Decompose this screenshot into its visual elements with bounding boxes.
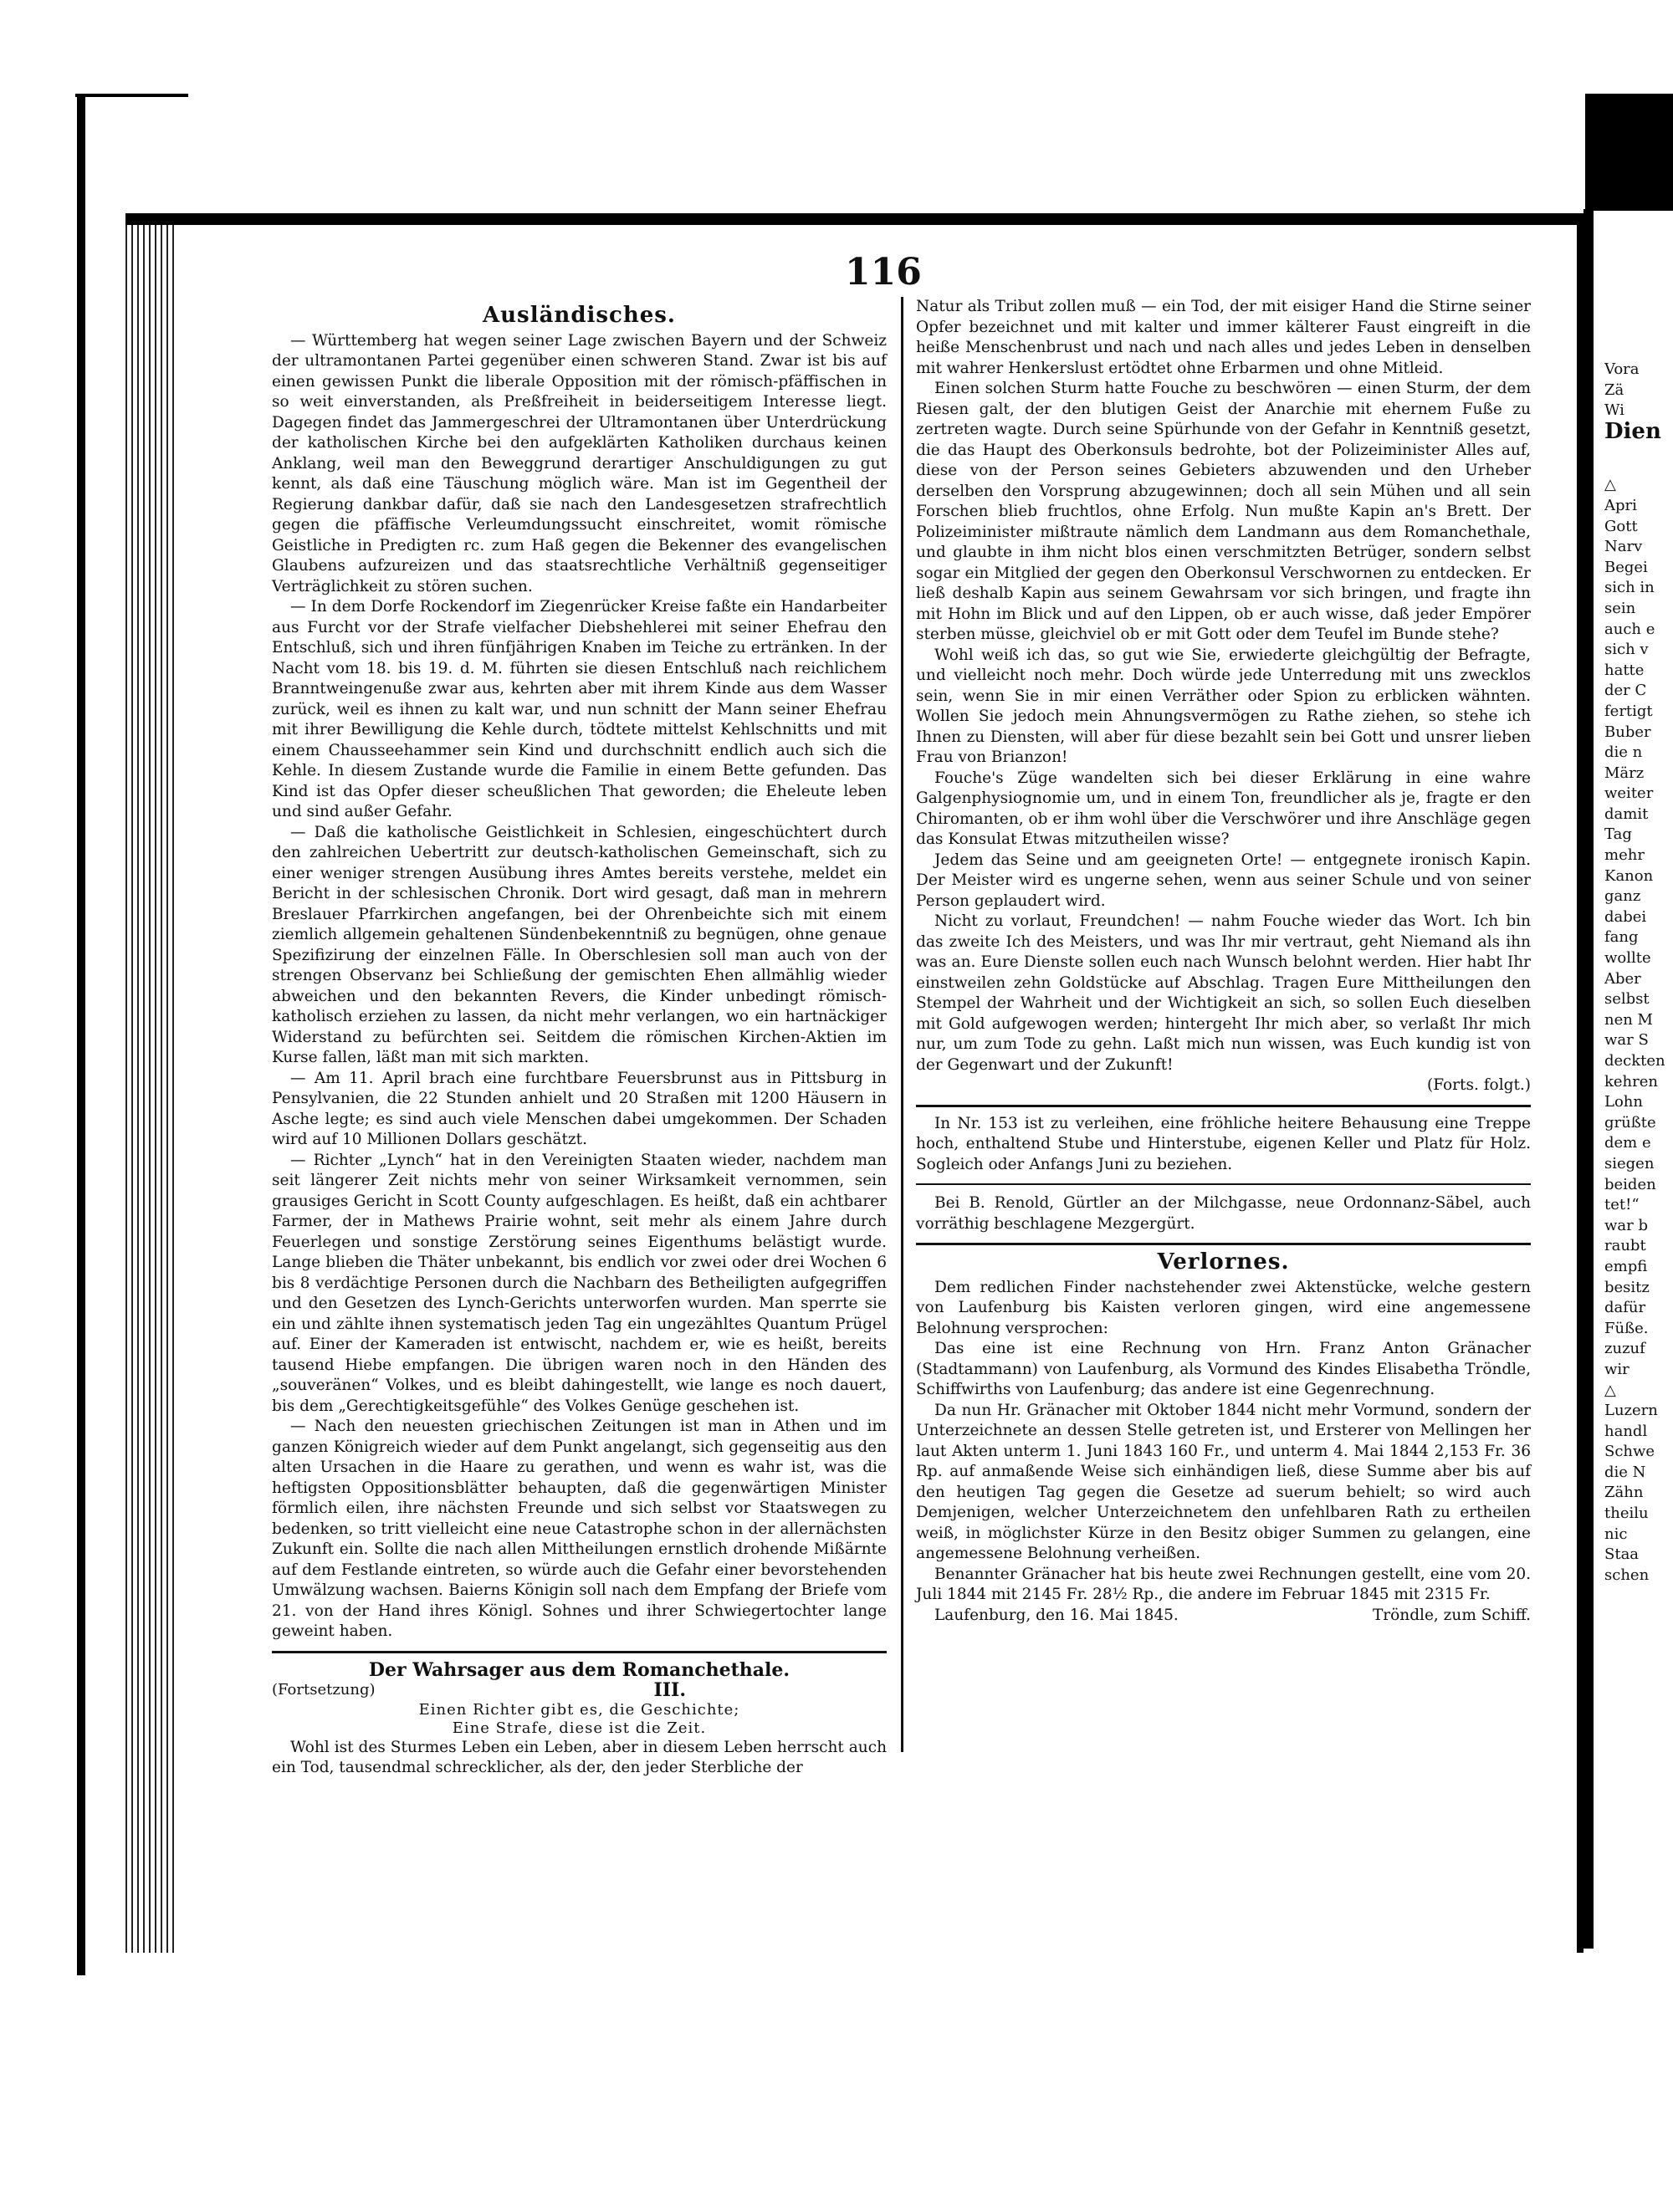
lost-paragraph: Dem redlichen Finder nachstehender zwei Aktenstücke, welche gestern von Laufenburg bis Kaisten verloren gingen, wird eine angemessene Belohnung versprochen: <box>916 1278 1531 1337</box>
fragment-line: dabei <box>1604 907 1647 926</box>
story-paragraph: Einen solchen Sturm hatte Fouche zu beschwören — einen Sturm, der dem Riesen galt, der den blutigen Geist der Anarchie mit ehernem Fuße zu zertreten wagte. Durch seine Spürhunde von der Gefahr in Kenntniß gesetzt, die das Haupt des Oberkonsuls bedrohte, bot der Polizeiminister Alles auf, diese von der Person seines Gebieters abzuwenden und den Urheber derselben den Vorsprung abzugewinnen; doch all sein Mühen und all sein Forschen blieb fruchtlos, ohne Erfolg. Nun mußte Kapin an's Brett. Der Polizeiminister mißtraute nämlich dem Landmann aus dem Romanchethale, und glaubte in ihm nicht blos einen verschmitzten Betrüger, sondern selbst sogar ein Mitglied der gegen den Oberkonsul Verschwornen zu entdecken. Er ließ deshalb Kapin aus seinem Gewahrsam vor sich bringen, und fragte ihn mit Hohn im Blick und auf den Lippen, ob er auch wisse, daß jeder Empörer sterben müsse, gleichviel ob er mit Gott oder dem Teufel im Bunde stehe? <box>916 380 1531 643</box>
scan-left-edge <box>77 94 85 1975</box>
section-title-verlornes: Verlornes. <box>1157 1249 1290 1275</box>
fragment-line: Dien <box>1604 418 1661 444</box>
fragment-line: tet!“ <box>1604 1196 1640 1214</box>
fragment-line: Apri <box>1604 496 1637 514</box>
fragment-line: Aber <box>1604 969 1641 988</box>
fragment-line <box>1604 455 1673 476</box>
fragment-line: war b <box>1604 1216 1648 1234</box>
section-rule <box>272 1651 887 1653</box>
motto-line: Einen Richter gibt es, die Geschichte; <box>418 1700 740 1719</box>
story-paragraph: Nicht zu vorlaut, Freundchen! — nahm Fouche wieder das Wort. Ich bin das zweite Ich des Meisters, und was Ihr mir vertraut, geht Niemand als ihn was an. Eure Dienste sollen euch nach Wunsch belohnt werden. Hier habt Ihr einstweilen zehn Goldstücke auf Abschlag. Tragen Eure Mittheilungen den Stempel der Wahrheit und der Wichtigkeit an sich, so sollen Euch dieselben mit Gold aufgewogen werden; hintergeht Ihr mich aber, so verlaßt Ihr mich nur, um zum Tode zu gehn. Laßt mich nun wissen, was Euch kundig ist von der Gegenwart und der Zukunft! <box>916 912 1531 1074</box>
advertisement: Bei B. Renold, Gürtler an der Milchgasse, neue Ordonnanz-Säbel, auch vorräthig beschlagene Mezgergürt. <box>916 1194 1531 1233</box>
page-right-edge <box>1577 213 1583 1953</box>
page-top-edge <box>125 213 1581 225</box>
story-title: Der Wahrsager aus dem Romanchethale. <box>368 1658 790 1681</box>
fragment-line: raubt <box>1604 1237 1646 1255</box>
fragment-line: mehr <box>1604 846 1645 865</box>
fragment-line: dafür <box>1604 1299 1646 1317</box>
fragment-line: war S <box>1604 1031 1649 1050</box>
fragment-line: fertigt <box>1604 702 1653 720</box>
book-page-edges <box>125 213 176 1953</box>
news-paragraph: — Richter „Lynch“ hat in den Vereinigten Staaten wieder, nachdem man seit längerer Zeit nichts mehr von seiner Wirksamkeit vernommen, sein grausiges Gericht in Scott County aufgeschlagen. Es heißt, daß ein achtbarer Farmer, der in Mathews Prairie wohnt, seit mehr als einem Jahre durch Feuerlegen und sonstige Zerstörung seines Eigenthums belästigt wurde. Lange blieben die Thäter unbekannt, bis endlich vor zwei oder drei Wochen 6 bis 8 verdächtige Personen durch die Nachbarn des Betheiligten aufgegriffen und den Gesetzen des Lynch-Gerichts unterworfen wurden. Man sperrte sie ein und zählte ihnen systematisch jeden Tag ein ungezähltes Quantum Prügel auf. Einer der Kameraden ist entwischt, nachdem er, wie es heißt, bereits tausend Hiebe empfangen. Die übrigen waren noch in den Händen des „souveränen“ Volkes, und es bleibt dahingestellt, wie lange es noch dauert, bis dem „Gerechtigkeitsgefühle“ des Volkes Genüge geschehen ist. <box>272 1151 887 1415</box>
fragment-line: dem e <box>1604 1134 1651 1152</box>
story-subheading <box>272 1680 887 1701</box>
news-paragraph: — Württemberg hat wegen seiner Lage zwischen Bayern und der Schweiz der ultramontanen Partei gegenüber einen schweren Stand. Zwar ist bis auf einen gewissen Punkt die liberale Opposition mit der römisch-pfäffischen in so weit einverstanden, als Preßfreiheit in beiderseitigem Interesse liegt. Dagegen findet das Jammergeschrei der Ultramontanen über Unterdrückung der katholischen Kirche bei den aufgeklärten Katholiken durchaus keinen Anklang, weil man den Beweggrund derartiger Anschuldigungen zu gut kennt, als daß eine Täuschung möglich wäre. Man ist im Gegentheil der Regierung dankbar dafür, daß sie nach den Landesgesetzen strafrechtlich gegen die pfäffische Verleumdungssucht einschreitet, womit römische Geistliche in Predigten rc. zum Haß gegen die Bekenner des evangelischen Glaubens aufzureizen und das staatsrechtliche Verhältniß gegenseitiger Verträglichkeit zu stören suchen. <box>272 331 887 595</box>
story-paragraph: Wohl weiß ich das, so gut wie Sie, erwiederte gleichgültig der Befragte, und vielleicht noch mehr. Doch würde jede Unterredung mit uns zwecklos sein, wenn Sie in mir einen Verräther oder Spion zu erblicken wähnten. Wollen Sie jedoch mein Ahnungsvermögen zu Rathe ziehen, so stehe ich Ihnen zu Diensten, will aber für diese bezahlt sein bei Gott und unsrer lieben Frau von Brianzon! <box>916 646 1531 766</box>
fragment-line: Gott <box>1604 517 1638 535</box>
ad-divider <box>916 1183 1531 1185</box>
section-rule <box>916 1243 1531 1245</box>
fragment-line: Kanon <box>1604 866 1654 885</box>
fragment-line: hatte <box>1604 661 1645 679</box>
fragment-line: Füße. <box>1604 1319 1649 1337</box>
fragment-line: Lohn <box>1604 1093 1643 1111</box>
fragment-line: die n <box>1604 743 1643 762</box>
fragment-line: siegen <box>1604 1154 1655 1172</box>
fragment-line: schen <box>1604 1566 1650 1584</box>
fragment-line: die N <box>1604 1463 1646 1481</box>
section-rule <box>916 1105 1531 1107</box>
advertisement: In Nr. 153 ist zu verleihen, eine fröhliche heitere Behausung eine Treppe hoch, enthaltend Stube und Hinterstube, eigenen Keller und Platz für Holz. Sogleich oder Anfangs Juni zu beziehen. <box>916 1114 1531 1173</box>
news-paragraph: — In dem Dorfe Rockendorf im Ziegenrücker Kreise faßte ein Handarbeiter aus Furcht vor der Strafe vielfacher Diebshehlerei mit seiner Ehefrau den Entschluß, sich und ihren fünfjährigen Knaben im Teiche zu ertränken. In der Nacht vom 18. bis 19. d. M. führten sie diesen Entschluß nach reichlichem Branntweingenuße zwar aus, kehrten aber mit ihrem Kinde aus dem Wasser zurück, weil es ihnen zu kalt war, und nun schnitt der Mann seiner Ehefrau mit ihrer Bewilligung die Kehle durch, tödtete mittelst Kehlschnitts und mit einem Chausseehammer sein Kind und durchschnitt endlich auch sich die Kehle. In diesem Zustande wurde die Familie in einem Bette gefunden. Das Kind ist das Opfer dieser scheußlichen That geworden; die Eheleute leben und sind außer Gefahr. <box>272 598 887 820</box>
story-paragraph: Natur als Tribut zollen muß — ein Tod, der mit eisiger Hand die Stirne seiner Opfer bezeichnet und mit kalter und immer kälterer Faust eingreift in die heiße Menschenbrust und nach und nach alles und jedes Leben in denselben mit wahrer Henkerslust ertödtet ohne Erbarmen und ohne Mitleid. <box>916 298 1531 377</box>
lost-paragraph: Das eine ist eine Rechnung von Hrn. Franz Anton Gränacher (Stadtammann) von Laufenburg, als Vormund des Kindes Elisabetha Tröndle, Schiffwirths von Laufenburg; das andere ist eine Gegenrechnung. <box>916 1340 1531 1398</box>
fragment-line: △ <box>1604 1381 1616 1399</box>
fragment-line: wollte <box>1604 949 1651 968</box>
signature: Tröndle, zum Schiff. <box>1372 1606 1531 1624</box>
fragment-line: sich in <box>1604 579 1655 597</box>
book-gutter <box>1583 209 1594 1949</box>
place-date: Laufenburg, den 16. Mai 1845. <box>934 1606 1179 1624</box>
fragment-line: damit <box>1604 805 1649 823</box>
fragment-line: sein <box>1604 599 1636 617</box>
fragment-line: sich v <box>1604 641 1649 659</box>
fragment-line: Vora <box>1604 360 1640 378</box>
fragment-line: fang <box>1604 928 1639 947</box>
story-paragraph: Fouche's Züge wandelten sich bei dieser Erklärung in eine wahre Galgenphysiognomie um, und in einem Ton, freundlicher als je, fragte er den Chiromanten, ob er ihm wohl über die Verschwörer und ihre Anschläge gegen das Konsulat Etwas mitzutheilen wisse? <box>916 769 1531 848</box>
fragment-line: Begei <box>1604 558 1648 576</box>
scan-border <box>75 94 188 97</box>
next-page-fragment <box>1604 360 1673 1586</box>
fragment-line: Buber <box>1604 723 1651 741</box>
fragment-line: Narv <box>1604 538 1643 556</box>
scan-corner <box>1585 94 1673 211</box>
fragment-line: Zähn <box>1604 1484 1644 1502</box>
fragment-line: ganz <box>1604 887 1641 906</box>
news-paragraph: — Am 11. April brach eine furchtbare Feuersbrunst aus in Pittsburg in Pensylvanien, die 22 Stunden anhielt und 20 Straßen mit 1200 Häusern in Asche legte; es sind auch viele Menschen dabei umgekommen. Der Schaden wird auf 10 Millionen Dollars geschätzt. <box>272 1069 887 1148</box>
motto-line: Eine Strafe, diese ist die Zeit. <box>452 1719 707 1737</box>
fragment-line: kehren <box>1604 1072 1659 1091</box>
fragment-line: △ <box>1604 476 1616 494</box>
fragment-line: der C <box>1604 682 1647 700</box>
fragment-line: Luzern <box>1604 1402 1658 1420</box>
fragment-line: Schwe <box>1604 1443 1655 1461</box>
fragment-line: nic <box>1604 1525 1628 1543</box>
fragment-line: selbst <box>1604 990 1650 1009</box>
fragment-line: beiden <box>1604 1175 1656 1193</box>
left-column <box>272 305 887 1779</box>
column-divider <box>901 297 903 1752</box>
fragment-line: grüßte <box>1604 1113 1656 1132</box>
fragment-line: besitz <box>1604 1278 1650 1296</box>
fragment-line: weiter <box>1604 784 1654 803</box>
story-note: (Fortsetzung) <box>272 1681 376 1699</box>
fragment-line: Staa <box>1604 1545 1640 1564</box>
news-paragraph: — Daß die katholische Geistlichkeit in Schlesien, eingeschüchtert durch den zahlreichen Uebertritt zur deutsch-katholischen Gemeinschaft, sich zu einer weniger strengen Ausübung ihres Amtes bereits verstehe, meldet ein Bericht in der schlesischen Chronik. Dort wird gesagt, daß man in mehrern Breslauer Pfarrkirchen angefangen, bei der Ohrenbeichte sich mit einem ziemlich allgemein gehaltenen Sündenbekenntniß zu begnügen, ohne genaue Spezifizirung der einzelnen Fälle. In Oberschlesien soll man auch von der strengen Observanz bei Schließung der gemischten Ehen allmählig wieder abweichen und den bekannten Revers, die Kinder unbedingt römisch-katholisch erziehen zu lassen, da nicht mehr verlangen, wo ein hartnäckiger Widerstand zu befürchten sei. Seitdem die römischen Kirchen-Aktien im Kurse fallen, läßt man mit sich markten. <box>272 823 887 1066</box>
story-paragraph: Jedem das Seine und am geeigneten Orte! — entgegnete ironisch Kapin. Der Meister wird es ungerne sehen, wenn aus seiner Schule und von seiner Person geplaudert wird. <box>916 851 1531 910</box>
fragment-line: wir <box>1604 1360 1630 1378</box>
fragment-line: empfi <box>1604 1257 1648 1275</box>
fragment-line: nen M <box>1604 1010 1653 1029</box>
fragment-line: auch e <box>1604 620 1655 638</box>
lost-paragraph: Da nun Hr. Gränacher mit Oktober 1844 nicht mehr Vormund, sondern der Unterzeichnete an dessen Stelle getreten ist, und Ersterer von Mellingen her laut Akten unterm 1. Juni 1843 160 Fr., und unterm 4. Mai 1844 2,153 Fr. 36 Rp. auf anmaßende Weise sich einhändigen ließ, diese Summe aber bis auf den heutigen Tag gegen die Gesetze ad suerum behielt; so wird auch Demjenigen, welcher Unterzeichnetem den unfehlbaren Rath zu ertheilen weiß, in möglichster Kürze in den Besitz obiger Summen zu gelangen, eine angemessene Belohnung verheißen. <box>916 1401 1531 1562</box>
lost-paragraph: Benannter Gränacher hat bis heute zwei Rechnungen gestellt, eine vom 20. Juli 1844 mit 2145 Fr. 28½ Rp., die andere im Februar 1845 mit 2315 Fr. <box>916 1565 1531 1603</box>
fragment-line: theilu <box>1604 1504 1649 1523</box>
story-chapter: III. <box>653 1679 686 1701</box>
fragment-line: März <box>1604 764 1645 782</box>
page-number: 116 <box>845 251 922 294</box>
fragment-line: Wi <box>1604 401 1624 420</box>
right-column <box>916 297 1531 1626</box>
fragment-line: Tag <box>1604 825 1632 844</box>
section-title-auslaendisches: Ausländisches. <box>482 303 676 328</box>
signature-line <box>916 1606 1531 1627</box>
continuation-note: (Forts. folgt.) <box>1427 1076 1531 1094</box>
fragment-line: handl <box>1604 1422 1648 1440</box>
fragment-line: deckten <box>1604 1052 1665 1070</box>
fragment-line: zuzuf <box>1604 1340 1645 1358</box>
story-paragraph: Wohl ist des Sturmes Leben ein Leben, aber in diesem Leben herrscht auch ein Tod, tausendmal schrecklicher, als der, den jeder Sterbliche der <box>272 1738 887 1776</box>
fragment-line: Zä <box>1604 381 1624 399</box>
news-paragraph: — Nach den neuesten griechischen Zeitungen ist man in Athen und im ganzen Königreich wieder auf dem Punkt angelangt, sich gegenseitig aus den alten Ursachen in die Haare zu gerathen, und wenn es wahr ist, was die heftigsten Oppositionsblätter behaupten, daß die gegenwärtigen Minister förmlich eilen, ihre nächsten Freunde und sich selbst vor Staatswegen zu bedenken, so tritt vielleicht eine neue Catastrophe schon in der allernächsten Zukunft ein. Sollte die nach allen Mittheilungen ernstlich drohende Mißärnte auf dem Festlande eintreten, so würde auch die Gefahr einer bevorstehenden Umwälzung wachsen. Baierns Königin soll nach dem Empfang der Briefe vom 21. von der Hand ihres Königl. Sohnes und ihrer Schwiegertochter lange geweint haben. <box>272 1418 887 1640</box>
